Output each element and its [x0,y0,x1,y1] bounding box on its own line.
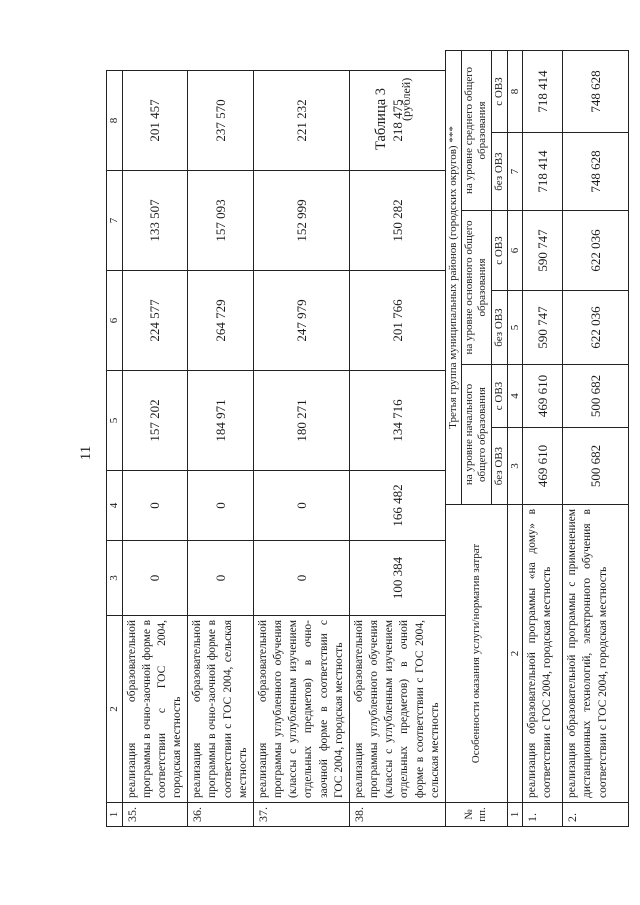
row-number: 37. [253,803,349,827]
row-description: реализация образовательной программы «на дому» в соответствии с ГОС 2004, городская местность [523,505,563,803]
header-sub: с ОВЗ [491,51,507,133]
row-value: 590 747 [523,291,563,365]
row-value: 218 475 [349,71,445,171]
row-value: 184 971 [188,371,254,471]
row-value: 152 999 [253,171,349,271]
col-number: 5 [107,371,123,471]
row-description: реализация образовательной программы с применением дистанционных технологий, электронного обучения в соответствии с ГОС 2004, городская местность [563,505,629,803]
table-row [188,71,254,827]
header-sub: с ОВЗ [491,211,507,291]
row-value: 150 282 [349,171,445,271]
col-number: 1 [107,803,123,827]
row-value: 622 036 [563,211,629,291]
row-value: 237 570 [188,71,254,171]
row-value: 748 628 [563,51,629,133]
col-number: 3 [107,541,123,616]
row-number: 35. [122,803,188,827]
row-value: 133 507 [122,171,188,271]
col-number: 1 [507,803,523,827]
row-number: 2. [563,803,629,827]
header-sub: без ОВЗ [491,291,507,365]
row-value: 469 610 [523,365,563,428]
col-number: 6 [107,271,123,371]
row-value: 469 610 [523,428,563,505]
header-row [446,51,462,827]
row-value: 0 [122,541,188,616]
row-value: 590 747 [523,211,563,291]
page-number: 11 [78,445,94,461]
col-number: 7 [107,171,123,271]
row-number: 36. [188,803,254,827]
normative-table-continuation [106,70,446,827]
table-row [253,71,349,827]
row-value: 622 036 [563,291,629,365]
header-description-column: Особенности оказания услуги/норматив затрат [446,505,508,803]
header-sub: без ОВЗ [491,133,507,211]
col-number: 4 [107,471,123,541]
col-number: 6 [507,211,523,291]
row-value: 201 457 [122,71,188,171]
row-value: 221 232 [253,71,349,171]
col-number: 4 [507,365,523,428]
row-value: 134 716 [349,371,445,471]
table-row [349,71,445,827]
header-level-primary: на уровне начального общего образования [462,365,491,505]
row-value: 264 729 [188,271,254,371]
table-3 [445,50,629,827]
row-value: 500 682 [563,365,629,428]
row-number: 38. [349,803,445,827]
row-value: 247 979 [253,271,349,371]
row-value: 224 577 [122,271,188,371]
row-value: 166 482 [349,471,445,541]
row-value: 180 271 [253,371,349,471]
table-row [523,51,563,827]
row-value: 500 682 [563,428,629,505]
row-value: 201 766 [349,271,445,371]
row-number: 1. [523,803,563,827]
row-value: 0 [122,471,188,541]
units-label: (рублей) [399,77,413,121]
row-description: реализация образовательной программы в очно-заочной форме в соответствии с ГОС 2004, сельская местность [188,616,254,803]
row-value: 0 [253,541,349,616]
row-description: реализация образовательной программы в очно-заочной форме в соответствии с ГОС 2004, городская местность [122,616,188,803]
col-number: 2 [107,616,123,803]
row-value: 0 [188,471,254,541]
col-number: 8 [107,71,123,171]
column-number-row [107,71,123,827]
header-level-secondary: на уровне среднего общего образования [462,51,491,211]
row-value: 157 202 [122,371,188,471]
row-value: 748 628 [563,133,629,211]
row-description: реализация образовательной программы углубленного обучения (классы с углубленным изучением отдельных предметов) в очно-заочной форме в соответствии с ГОС 2004, городская местность [253,616,349,803]
col-number: 8 [507,51,523,133]
col-number: 5 [507,291,523,365]
col-number: 2 [507,505,523,803]
header-sub: без ОВЗ [491,428,507,505]
row-description: реализация образовательной программы углубленного обучения (классы с углубленным изучением отдельных предметов) в очной форме в соответствии с ГОС 2004, сельская местность [349,616,445,803]
col-number: 7 [507,133,523,211]
col-number: 3 [507,428,523,505]
header-group: Третья группа муниципальных районов (городских округов) *** [446,51,462,505]
header-number-column: № пп. [446,803,508,827]
header-level-basic: на уровне основного общего образования [462,211,491,365]
column-number-row [507,51,523,827]
table-row [122,71,188,827]
row-value: 718 414 [523,51,563,133]
row-value: 157 093 [188,171,254,271]
row-value: 0 [253,471,349,541]
table-caption: Таблица 3 [373,87,389,150]
row-value: 0 [188,541,254,616]
row-value: 718 414 [523,133,563,211]
header-sub: с ОВЗ [491,365,507,428]
row-value: 100 384 [349,541,445,616]
table-row [563,51,629,827]
